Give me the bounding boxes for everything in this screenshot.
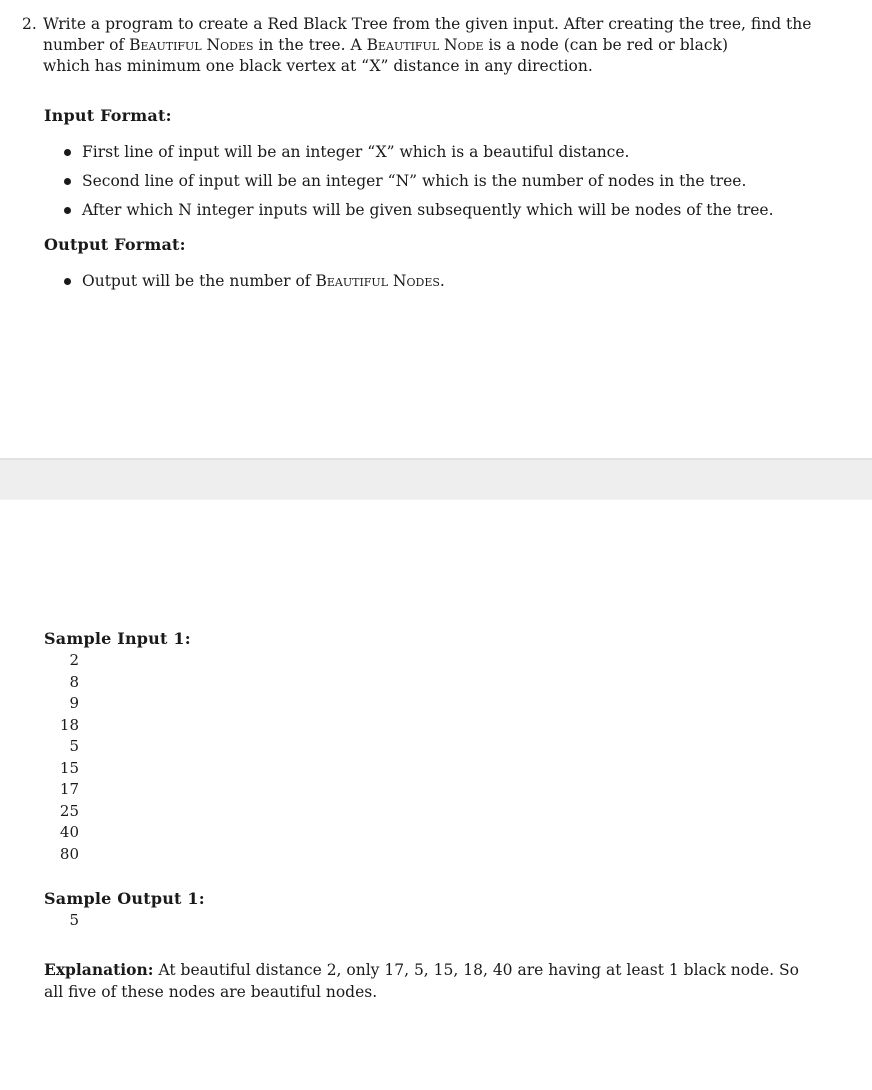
statement-line-3: which has minimum one black vertex at “X” distance in any direction. — [43, 57, 593, 75]
sample-input-value: 9 — [69, 694, 79, 712]
statement-line-2-b: in the tree. A — [253, 36, 367, 54]
list-item — [62, 271, 445, 300]
input-format-heading: Input Format: — [44, 106, 172, 125]
explanation-text: At beautiful distance 2, only 17, 5, 15, 18, 40 are having at least 1 black node. So all five of these nodes are beautiful nodes. — [44, 961, 799, 1001]
output-format-heading: Output Format: — [44, 235, 186, 254]
sample-input-value: 2 — [69, 651, 79, 669]
sample-input-value: 25 — [59, 801, 79, 820]
problem-text — [43, 14, 812, 77]
input-format-list — [62, 142, 774, 229]
explanation — [44, 959, 814, 1003]
list-item — [62, 171, 774, 200]
sample-output-value: 5 — [69, 911, 79, 929]
explanation-label: Explanation: — [44, 960, 154, 979]
list-item-text: After which N integer inputs will be given subsequently which will be nodes of the tree. — [82, 201, 774, 219]
statement-line-1: Write a program to create a Red Black Tree from the given input. After creating the tree, find the — [43, 15, 812, 33]
bullet-icon — [64, 178, 71, 185]
sample-input-value: 15 — [59, 758, 79, 777]
sample-output-heading: Sample Output 1: — [44, 889, 205, 908]
bullet-icon — [64, 149, 71, 156]
sample-input-value: 5 — [69, 737, 79, 755]
statement-line-2 — [43, 35, 812, 56]
list-item-text: Second line of input will be an integer “N” which is the number of nodes in the tree. — [82, 172, 747, 190]
sample-input-value: 8 — [69, 672, 79, 691]
output-item-suffix: . — [439, 272, 445, 290]
term-beautiful-nodes: Beautiful Nodes — [315, 272, 440, 290]
term-beautiful-nodes: Beautiful Nodes — [129, 36, 254, 54]
sample-input-value: 80 — [59, 844, 79, 863]
sample-input-value: 17 — [59, 780, 79, 798]
sample-input-value: 40 — [59, 823, 79, 841]
output-format-list — [62, 271, 445, 300]
bullet-icon — [64, 207, 71, 214]
bullet-icon — [64, 278, 71, 285]
statement-line-2-a: number of — [43, 36, 130, 54]
page-break-divider — [0, 458, 872, 500]
list-item — [62, 200, 774, 229]
list-item — [62, 142, 774, 171]
sample-input-values — [54, 650, 84, 865]
output-item-prefix: Output will be the number of — [82, 272, 316, 290]
problem-number: 2. — [22, 15, 37, 33]
problem-statement — [22, 14, 812, 77]
sample-input-value: 18 — [59, 715, 79, 734]
list-item-text: First line of input will be an integer “X” which is a beautiful distance. — [82, 143, 630, 161]
statement-line-2-c: is a node (can be red or black) — [483, 36, 728, 54]
sample-input-heading: Sample Input 1: — [44, 629, 191, 648]
term-beautiful-node: Beautiful Node — [366, 36, 484, 54]
